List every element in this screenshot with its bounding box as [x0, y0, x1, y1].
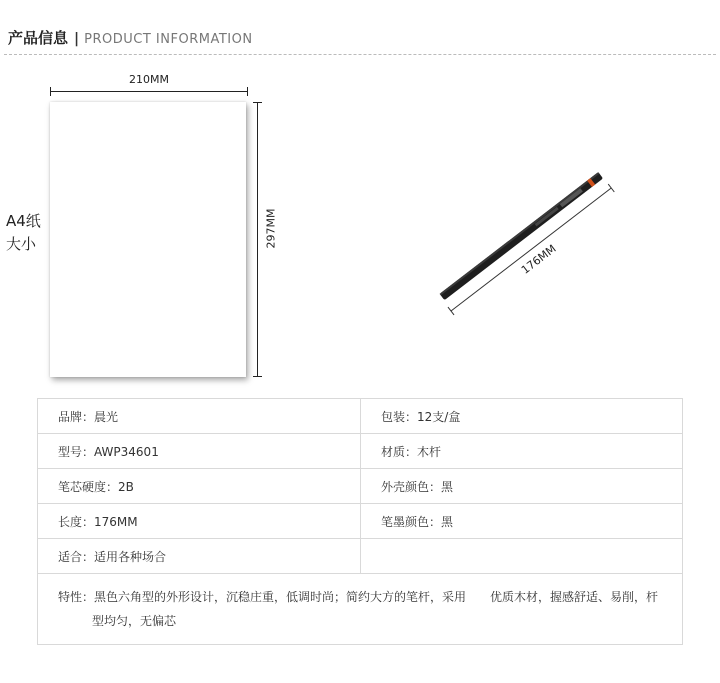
- table-row: [38, 504, 683, 539]
- pencil-brand-print: [560, 188, 583, 207]
- spec-table: [37, 398, 683, 645]
- pencil-length-dimension: [448, 184, 623, 326]
- feature-label: 特性：: [58, 590, 95, 604]
- section-header: [8, 28, 712, 50]
- section-title-cn: 产品信息: [8, 29, 69, 47]
- spec-ink-color: 笔墨颜色：黑: [361, 504, 683, 539]
- table-row: [38, 574, 683, 645]
- dashed-divider: [4, 54, 716, 55]
- pencil-body: [440, 172, 604, 300]
- spec-suitable: 适合：适用各种场合: [38, 539, 361, 574]
- table-row: [38, 539, 683, 574]
- paper-width-label: 210MM: [129, 73, 169, 86]
- table-row: [38, 469, 683, 504]
- table-row: [38, 434, 683, 469]
- paper-width-dimension-line: [50, 91, 248, 92]
- section-title-en: PRODUCT INFORMATION: [84, 32, 253, 47]
- paper-height-dimension-line: [257, 102, 258, 377]
- spec-brand: 品牌：晨光: [38, 399, 361, 434]
- pencil-length-label: 176MM: [518, 242, 559, 277]
- spec-features: [38, 574, 683, 645]
- a4-paper-illustration: [50, 102, 246, 377]
- title-separator: |: [74, 31, 80, 47]
- paper-height-label: 297MM: [264, 208, 278, 249]
- spec-model: 型号：AWP34601: [38, 434, 361, 469]
- table-row: [38, 399, 683, 434]
- spec-lead-hardness: 笔芯硬度：2B: [38, 469, 361, 504]
- spec-packaging: 包装：12支/盒: [361, 399, 683, 434]
- spec-shell-color: 外壳颜色：黑: [361, 469, 683, 504]
- spec-length: 长度：176MM: [38, 504, 361, 539]
- spec-material: 材质：木杆: [361, 434, 683, 469]
- pencil-illustration: [420, 150, 640, 330]
- feature-text: 黑色六角型的外形设计，沉稳庄重，低调时尚；简约大方的笔杆，采用 优质木材，握感舒适、易削，杆型均匀，无偏芯: [92, 590, 659, 628]
- paper-size-label: A4纸 大小: [6, 212, 41, 253]
- spec-empty-cell: [361, 539, 683, 574]
